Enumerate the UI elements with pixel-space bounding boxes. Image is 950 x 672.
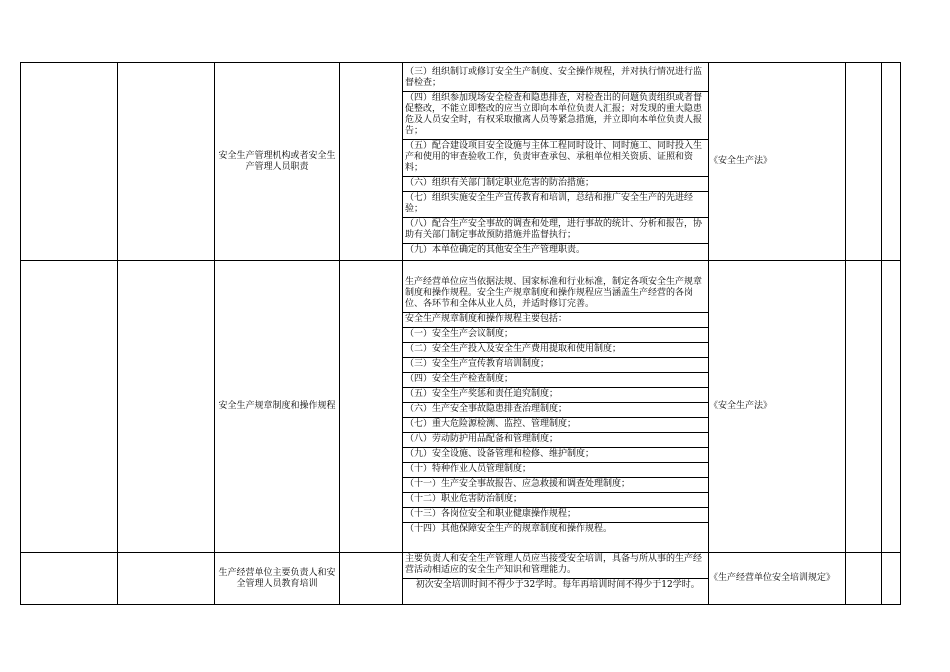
cell-category [21, 261, 118, 553]
content-line: 安全生产规章制度和操作规程主要包括： [403, 313, 708, 328]
cell-blank [340, 553, 403, 605]
content-line: （四）组织参加现场安全检查和隐患排查，对检查出的问题负责组织或者督促整改，不能立即整改的应当立即向本单位负责人汇报；对发现的重大隐患危及人员安全时，有权采取撤离人员等紧急措施，并立即向本单位负责人报告； [403, 92, 708, 140]
content-line: 生产经营单位应当依据法规、国家标准和行业标准，制定各项安全生产规章制度和操作规程。安全生产规章制度和操作规程应当涵盖生产经营的各岗位、各环节和全体从业人员，并适时修订完善。 [403, 276, 708, 313]
cell-category [21, 63, 118, 261]
content-line: （四）安全生产检查制度； [403, 373, 708, 388]
cell-blank [882, 63, 901, 261]
content-line: （六）组织有关部门制定职业危害的防治措施； [403, 177, 708, 192]
cell-blank [846, 261, 882, 553]
content-line: （十二）职业危害防治制度； [403, 493, 708, 508]
cell-basis: 《安全生产法》 [709, 261, 846, 553]
cell-item: 安全生产规章制度和操作规程 [215, 261, 340, 553]
cell-subcategory [118, 553, 215, 605]
content-line: （二）安全生产投入及安全生产费用提取和使用制度； [403, 343, 708, 358]
cell-blank [340, 63, 403, 261]
content-line: （一）安全生产会议制度； [403, 328, 708, 343]
table-row [21, 63, 901, 261]
content-line: （七）组织实施安全生产宣传教育和培训，总结和推广安全生产的先进经验； [403, 192, 708, 218]
content-line: （八）配合生产安全事故的调查和处理，进行事故的统计、分析和报告，协助有关部门制定事故预防措施并监督执行； [403, 218, 708, 244]
content-line: （十）特种作业人员管理制度； [403, 463, 708, 478]
cell-content [403, 63, 709, 261]
content-line: （八）劳动防护用品配备和管理制度； [403, 433, 708, 448]
content-line: （七）重大危险源检测、监控、管理制度； [403, 418, 708, 433]
content-line: （九）本单位确定的其他安全生产管理职责。 [405, 244, 586, 255]
content-line: （九）安全设施、设备管理和检修、维护制度； [403, 448, 708, 463]
content-line: （十四）其他保障安全生产的规章制度和操作规程。 [405, 524, 613, 534]
cell-blank [882, 261, 901, 553]
table-row [21, 261, 901, 553]
content-line: （十一）生产安全事故报告、应急救援和调查处理制度； [403, 478, 708, 493]
content-line: （五）配合建设项目安全设施与主体工程同时设计、同时施工、同时投入生产和使用的审查验收工作，负责审查承包、承租单位相关资质、证照和资料； [403, 140, 708, 177]
content-line: （十三）各岗位安全和职业健康操作规程； [403, 508, 708, 523]
content-line: （三）安全生产宣传教育培训制度； [403, 358, 708, 373]
content-line: （三）组织制订或修订安全生产制度、安全操作规程，并对执行情况进行监督检查； [403, 66, 708, 92]
cell-item: 安全生产管理机构或者安全生产管理人员职责 [215, 63, 340, 261]
content-line: 主要负责人和安全生产管理人员应当接受安全培训，具备与所从事的生产经营活动相适应的安全生产知识和管理能力。 [403, 553, 708, 579]
cell-item: 生产经营单位主要负责人和安全管理人员教育培训 [215, 553, 340, 605]
cell-content [403, 261, 709, 553]
cell-basis: 《生产经营单位安全培训规定》 [709, 553, 846, 605]
cell-content [403, 553, 709, 605]
table-row [21, 553, 901, 605]
cell-basis: 《安全生产法》 [709, 63, 846, 261]
content-line: （五）安全生产奖惩和责任追究制度； [403, 388, 708, 403]
cell-blank [846, 553, 882, 605]
cell-category [21, 553, 118, 605]
cell-blank [846, 63, 882, 261]
cell-subcategory [118, 63, 215, 261]
regulation-table [20, 62, 901, 605]
cell-subcategory [118, 261, 215, 553]
cell-blank [340, 261, 403, 553]
content-line: （六）生产安全事故隐患排查治理制度； [403, 403, 708, 418]
cell-blank [882, 553, 901, 605]
content-line: 初次安全培训时间不得少于32学时。每年再培训时间不得少于12学时。 [415, 580, 700, 590]
